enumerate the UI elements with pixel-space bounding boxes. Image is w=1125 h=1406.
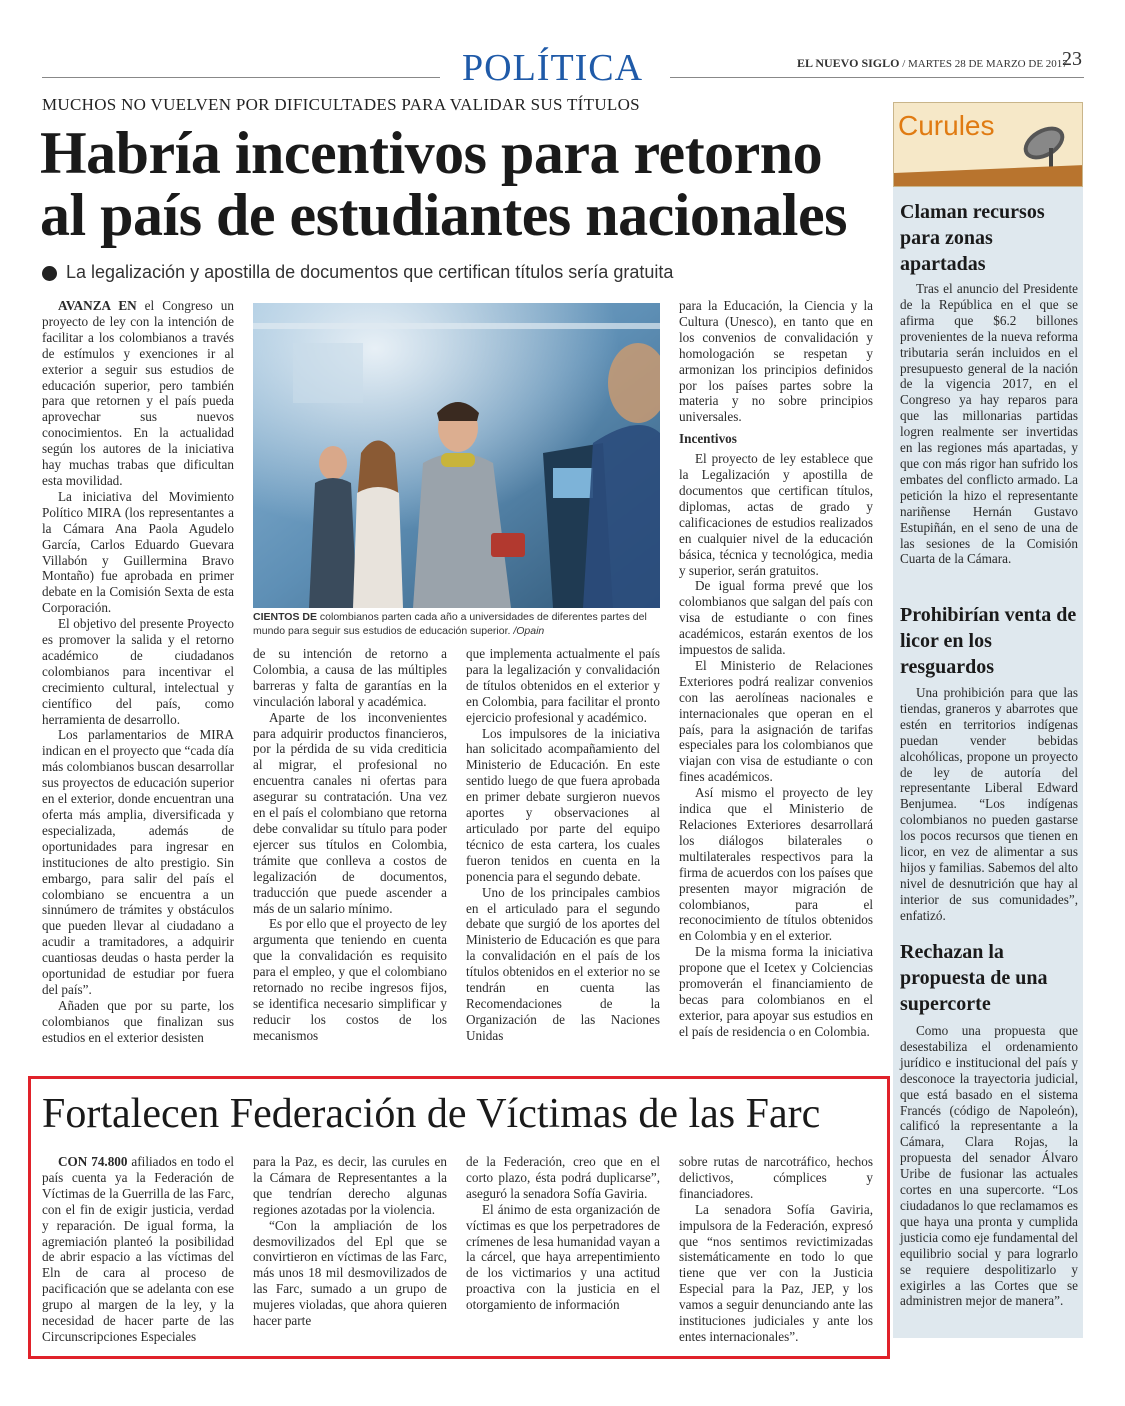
airport-travelers-image <box>253 303 660 608</box>
farc-column-3 <box>466 1154 660 1313</box>
paragraph: de su intención de retorno a Colombia, a causa de las múltiples barreras y falta de garantías en la vinculación laboral y académica. <box>253 646 447 709</box>
paragraph: Uno de los principales cambios en el articulado para el segundo debate que surgió de los aportes del Ministerio de Educación es que para la convalidación en el país de los títulos obtenidos en el exterior no se tendrán en cuenta las Recomendaciones de la Organización de las Naciones Unidas <box>466 884 660 1043</box>
article-column-3 <box>466 646 660 1044</box>
headline: Habría incentivos para retorno al país de estudiantes nacionales <box>40 120 847 248</box>
deck-bullet-icon <box>42 266 57 281</box>
lead-in: CON 74.800 <box>58 1154 128 1169</box>
paragraph: Añaden que por su parte, los colombianos que finalizan sus estudios en el exterior desisten <box>42 997 234 1045</box>
issue-date: / MARTES 28 DE MARZO DE 2017 <box>902 58 1068 70</box>
paragraph: Los impulsores de la iniciativa han solicitado acompañamiento del Ministerio de Educación. En este sentido luego de que fuera aprobada en primer debate surgieron nuevos aportes y observaciones al articulado por parte del equipo técnico de esta cartera, los cuales fueron tenidos en cuenta en la ponencia para el segundo debate. <box>466 725 660 884</box>
kicker: MUCHOS NO VUELVEN POR DIFICULTADES PARA VALIDAR SUS TÍTULOS <box>42 95 640 114</box>
paragraph: La iniciativa del Movimiento Político MIRA (los representantes a la Cámara Ana Paola Agudelo García, Carlos Eduardo Guevara Villabón y Guillermina Bravo Montaño) fue aprobada en primer debate en la Comisión Sexta de esta Corporación. <box>42 488 234 616</box>
paragraph: de la Federación, creo que en el corto plazo, ésta podrá duplicarse”, aseguró la senadora Sofía Gaviria. <box>466 1154 660 1201</box>
farc-column-1 <box>42 1154 234 1345</box>
article-photo <box>253 303 660 608</box>
section-title: POLÍTICA <box>462 47 644 89</box>
paragraph: El objetivo del presente Proyecto es promover la salida y el retorno académico de ciudadanos colombianos para incentivar el crecimiento cultural, intelectual y científico del país, como herramienta de desarrollo. <box>42 616 234 727</box>
caption-lead: CIENTOS DE <box>253 611 317 623</box>
paragraph: para la Educación, la Ciencia y la Cultura (Unesco), en tanto que en los convenios de convalidación y homologación se respetan y armonizan los principios definidos por los países partes sobre la materia y no sobre principios universales. <box>679 298 873 425</box>
sidebar-item-text <box>900 281 1078 567</box>
article-column-4 <box>679 298 873 1040</box>
subhead: Incentivos <box>679 431 737 447</box>
paper-name: EL NUEVO SIGLO <box>797 56 900 70</box>
farc-column-2 <box>253 1154 447 1329</box>
header-rule-right <box>670 77 1084 78</box>
second-headline: Fortalecen Federación de Víctimas de las Farc <box>42 1091 821 1137</box>
sidebar-item-text <box>900 1023 1078 1309</box>
paragraph: De la misma forma la iniciativa propone que el Icetex y Colciencias promoverán el financiamiento de becas para colombianos en el exterior, para apoyar sus estudios en el país de residencia o en Colombia. <box>679 944 873 1039</box>
paragraph: sobre rutas de narcotráfico, hechos delictivos, cómplices y financiadores. <box>679 1154 873 1201</box>
paragraph: Así mismo el proyecto de ley indica que el Ministerio de Relaciones Exteriores desarrollará los diálogos bilaterales o multilaterales respectivos para la firma de acuerdos con los países que presenten mayor migración de colombianos, para el reconocimiento de títulos obtenidos en Colombia y en el exterior. <box>679 785 873 944</box>
page-number: 23 <box>1062 48 1082 70</box>
photo-caption <box>253 611 663 638</box>
paragraph: Una prohibición para que las tiendas, graneros y abarrotes que estén en territorios indígenas puedan vender bebidas alcohólicas, propone un proyecto de ley de autoría del representante Liberal Edward Benjumea. “Los indígenas colombianos no pueden gastarse los pocos recursos que tienen en licor, en vez de alimentar a sus hijos y familias. Sabemos del alto nivel de desnutrición que hay al interior de sus comunidades”, enfatizó. <box>900 685 1079 923</box>
paragraph: Los parlamentarios de MIRA indican en el proyecto que “cada día más colombianos buscan desarrollar sus proyectos de educación superior en el exterior, donde encuentran una oferta más amplia, diversificada y especializada, además de oportunidades para ingresar en instituciones de alto prestigio. Sin embargo, para salir del país el colombiano se encuentra a un sinnúmero de trámites y obstáculos que pueden llevar al ciudadano a acudir a tramitadores, a adquirir cuantiosas deudas o hasta perder la oportunidad de estudiar por fuera del país”. <box>42 727 234 997</box>
paragraph: que implementa actualmente el país para la legalización y convalidación de títulos obtenidos en el exterior y en Colombia, para facilitar el pronto ejercicio profesional y académico. <box>466 646 660 725</box>
paragraph: De igual forma prevé que los colombianos que salgan del país con visa de estudiante o con fines académicos, estarán exentos de los impuestos de salida. <box>679 578 873 658</box>
farc-column-4 <box>679 1154 873 1345</box>
article-column-1 <box>42 298 234 1046</box>
sidebar-item-title: Prohibirían venta de licor en los resguardos <box>900 604 1077 678</box>
paragraph: “Con la ampliación de los desmovilizados del Epl que se convirtieron en víctimas de las Farc, más unos 18 mil desmovilizados de las Farc, sumado a un grupo de mujeres violadas, que ahora quieren hacer parte <box>253 1217 447 1329</box>
paragraph: Como una propuesta que desestabiliza el ordenamiento jurídico e institucional del país y desconoce la trayectoria judicial, que está basado en el sistema Francés (código de Napoleón), calificó la representante a la Cámara, Clara Rojas, la propuesta del senador Álvaro Uribe de fusionar las actuales cortes en una supercorte. “Los ciudadanos lo que reclamamos es que haya una pronta y cumplida justicia como eje fundamental del equilibrio social y para lograrlo se requiere despolitizarlo y exigirles a las Cortes que se administren mejor de manera”. <box>900 1023 1078 1309</box>
sidebar-item-title: Rechazan la propuesta de una supercorte <box>900 941 1048 1015</box>
photo-credit: /Opain <box>510 624 545 637</box>
article-column-2 <box>253 646 447 1044</box>
caption-text: colombianos parten cada año a universidades de diferentes partes del mundo para seguir sus estudios de educación superior. <box>253 611 647 637</box>
paragraph: Tras el anuncio del Presidente de la República en el que se afirma que $6.2 billones provenientes de la nueva reforma tributaria serán incluidos en el presupuesto general de la nación de la vigencia 2017, en el Congreso ya hay reparos para que las millonarias partidas logren realmente ser invertidas en las regiones más apartadas, y que con más rigor han sufrido los embates del conflicto armado. La petición la hizo el representante nariñense Hernán Gustavo Estupiñán, en el seno de una de las sesiones de la Comisión Cuarta de la Cámara. <box>900 281 1078 567</box>
masthead <box>797 56 1068 71</box>
paragraph: Es por ello que el proyecto de ley argumenta que teniendo en cuenta que la convalidación es requisito para el empleo, y que el colombiano retornado no recibe ingresos fijos, se identifica necesario simplificar y reducir los costos de los mecanismos <box>253 916 447 1043</box>
paragraph: El Ministerio de Relaciones Exteriores podrá realizar convenios con las aerolíneas nacionales e internacionales que operan en el país, para la asignación de tarifas especiales para los colombianos que viajan con visa de estudiante o con fines académicos. <box>679 657 873 785</box>
deck: La legalización y apostilla de documentos que certifican títulos sería gratuita <box>66 262 674 282</box>
paragraph: El ánimo de esta organización de víctimas es que los perpetradores de crímenes de lesa humanidad vayan a la cárcel, que haya arrepentimiento de los victimarios y una actitud proactiva con la justicia en el otorgamiento de información <box>466 1201 660 1313</box>
paragraph: para la Paz, es decir, las curules en la Cámara de Representantes a la que tendrían derecho algunas regiones azotadas por la violencia. <box>253 1154 447 1217</box>
paragraph: el Congreso un proyecto de ley con la intención de facilitar a los colombianos a través de estímulos y exenciones ir al exterior a seguir sus estudios de educación superior, pero también para que retornen y el país pueda aprovechar sus nuevos conocimientos. En la actualidad según los autores de la iniciativa hay muchas trabas que dificultan esta movilidad. <box>42 298 234 488</box>
paragraph: afiliados en todo el país cuenta ya la Federación de Víctimas de la Guerrilla de las Farc, con el fin de exigir justicia, verdad y reparación. De igual forma, la agremiación planteó la posibilidad de abrir espacio a las víctimas del Eln de cara al proceso de pacificación que se adelanta con ese grupo al margen de la ley, y la necesidad de hacer parte de las Circunscripciones Especiales <box>42 1154 234 1344</box>
header-rule-left <box>42 77 440 78</box>
sidebar-item-title: Claman recursos para zonas apartadas <box>900 201 1045 275</box>
lead-in: AVANZA EN <box>58 298 137 313</box>
sidebar-item-text <box>900 685 1078 924</box>
paragraph: El proyecto de ley establece que la Legalización y apostilla de documentos que certifican títulos, diplomas, actas de grado y calificaciones de estudios realizados en cualquier nivel de la educación básica, técnica y tecnológica, media y superior, serán gratuitos. <box>679 451 873 578</box>
paragraph: Aparte de los inconvenientes para adquirir productos financieros, por la pérdida de su vida crediticia al migrar, el profesional no encuentra canales ni ofertas para asegurar su contratación. Una vez en el país el colombiano que retorna debe convalidar su título para poder ejercer sus títulos en Colombia, trámite que conlleva a costos de legalización de documentos, traducción que puede ascender a más de un salario mínimo. <box>253 709 447 916</box>
paragraph: La senadora Sofía Gaviria, impulsora de la Federación, expresó que “nos sentimos revictimizadas sistemáticamente en todo lo que tiene que ver con la Justicia Especial para la Paz, JEP, y los vamos a seguir denunciando ante las instituciones judiciales y ante los entes internacionales”. <box>679 1201 873 1344</box>
sidebar-label: Curules <box>898 110 995 141</box>
